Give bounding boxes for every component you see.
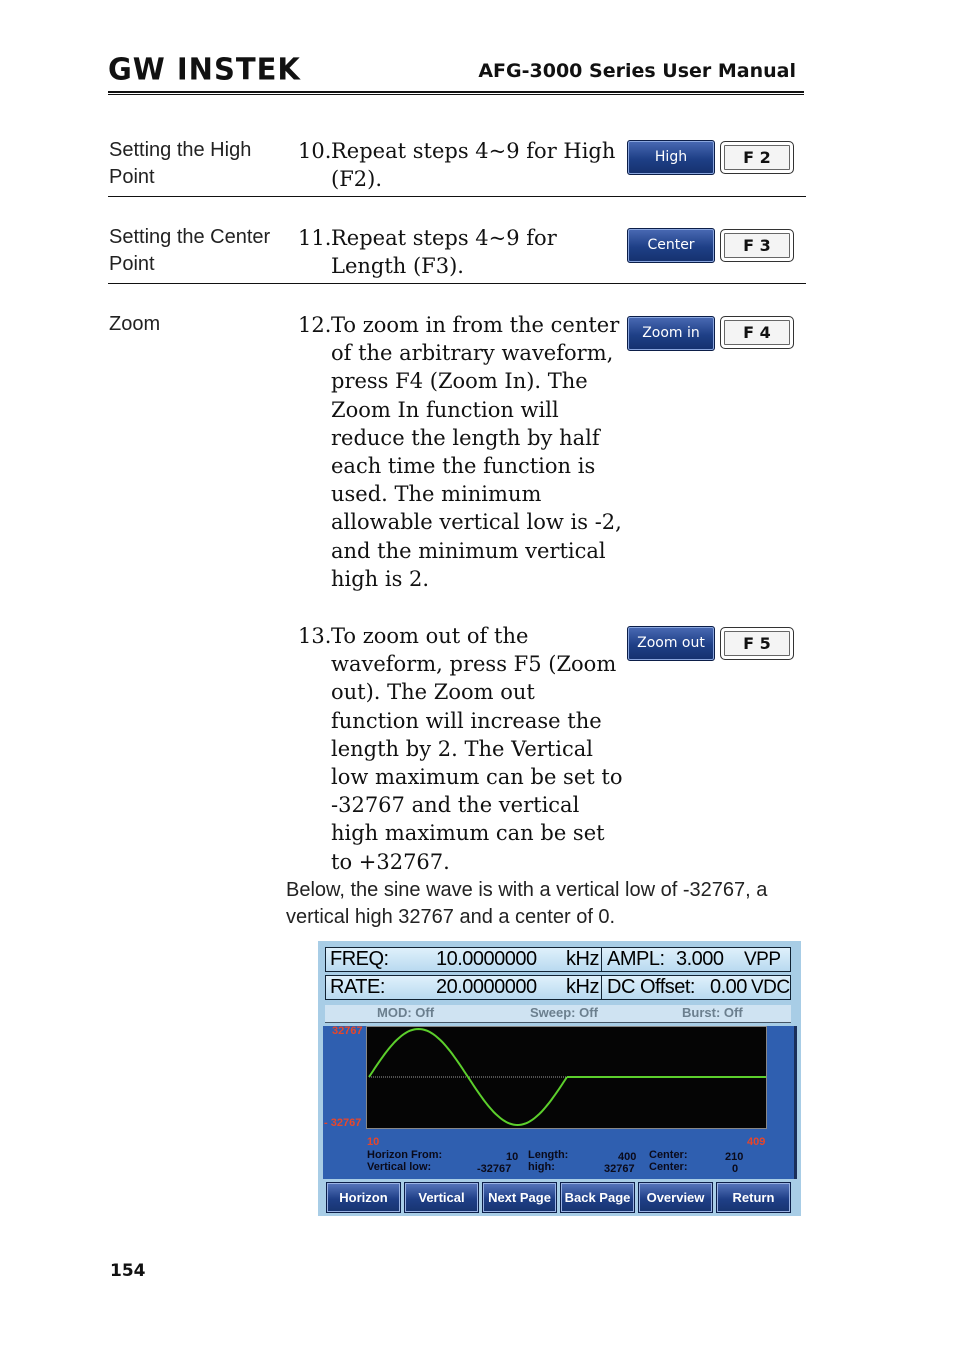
length-value: 400 [618,1151,637,1163]
x-right-label: 409 [747,1136,766,1148]
x-left-label: 10 [367,1136,380,1148]
center-label-2: Center: [649,1161,688,1173]
vertical-button[interactable]: Vertical [404,1182,479,1213]
high-label: high: [528,1161,555,1173]
step-number: 11. [298,226,332,250]
status-tabs [325,1005,791,1023]
manual-title: AFG-3000 Series User Manual [478,60,796,82]
f2-key: F 2 [720,141,794,174]
row-label-zoom: Zoom [109,313,161,335]
freq-unit: kHz [566,948,599,970]
zoom-out-softkey: Zoom out [627,626,715,661]
offset-label: DC Offset: [607,976,695,998]
row-label-center: Setting the Center Point [109,226,271,275]
freq-label: FREQ: [330,948,389,970]
step-text: To zoom out of the waveform, press F5 (Zoom out). The Zoom out function will increase the length by 2. The Vertical low maximum can be set to -32767 and the vertical high maximum can be set to +32767. [331,624,623,874]
f4-key: F 4 [720,316,794,349]
back-page-button[interactable]: Back Page [560,1182,635,1213]
zoom-in-softkey: Zoom in [627,316,715,351]
page-number: 154 [110,1261,146,1281]
gw-instek-logo: GW INSTEK [108,51,301,87]
y-top-label: 32767 [332,1025,363,1037]
row-divider [108,196,806,197]
step-number: 12. [298,313,332,337]
step-number: 13. [298,624,332,648]
high-softkey: High [627,140,715,175]
row-divider [108,283,806,284]
rate-row [325,975,791,1000]
vertical-low-value: -32767 [477,1163,512,1175]
f3-key: F 3 [720,229,794,262]
center-value-1: 210 [725,1151,744,1163]
horizon-button[interactable]: Horizon [326,1182,401,1213]
row-separator [601,976,602,999]
waveform-plot [366,1026,767,1129]
row-label-high: Setting the High Point [109,139,252,188]
step-text: Repeat steps 4~9 for Length (F3). [331,226,557,279]
row-separator [601,948,602,971]
high-value: 32767 [604,1163,635,1175]
afg-screen [318,941,801,1216]
center-value-2: 0 [732,1163,739,1175]
figure-note: Below, the sine wave is with a vertical low of -32767, a vertical high 32767 and a center of 0. [286,879,768,928]
length-label: Length: [528,1149,569,1161]
rate-label: RATE: [330,976,385,998]
rate-value: 20.0000000 [436,976,537,998]
ampl-value: 3.000 [676,948,724,970]
offset-value: 0.00 [710,976,747,998]
freq-value: 10.0000000 [436,948,537,970]
step-number: 10. [298,139,332,163]
vertical-low-label: Vertical low: [367,1161,432,1173]
return-button[interactable]: Return [716,1182,791,1213]
mod-status: MOD: Off [377,1005,435,1020]
center-label-1: Center: [649,1149,688,1161]
next-page-button[interactable]: Next Page [482,1182,557,1213]
offset-unit: VDC [751,977,790,998]
step-text: Repeat steps 4~9 for High (F2). [331,139,616,192]
freq-row [325,947,791,972]
center-softkey: Center [627,228,715,263]
ampl-unit: VPP [744,949,781,970]
rate-unit: kHz [566,976,599,998]
step-text: To zoom in from the center of the arbitrary waveform, press F4 (Zoom In). The Zoom In function will reduce the length by half each time the function is used. The minimum allowable vertical low is -2, and the minimum vertical high is 2. [331,313,622,591]
header-rule [108,91,804,95]
sine-waveform [367,1027,766,1128]
ampl-label: AMPL: [607,948,665,970]
f5-key: F 5 [720,627,794,660]
y-bottom-label: - 32767 [324,1117,362,1129]
overview-button[interactable]: Overview [638,1182,713,1213]
horizon-from-label: Horizon From: [367,1149,443,1161]
horizon-from-value: 10 [506,1151,519,1163]
sweep-status: Sweep: Off [530,1005,598,1020]
burst-status: Burst: Off [682,1005,743,1020]
